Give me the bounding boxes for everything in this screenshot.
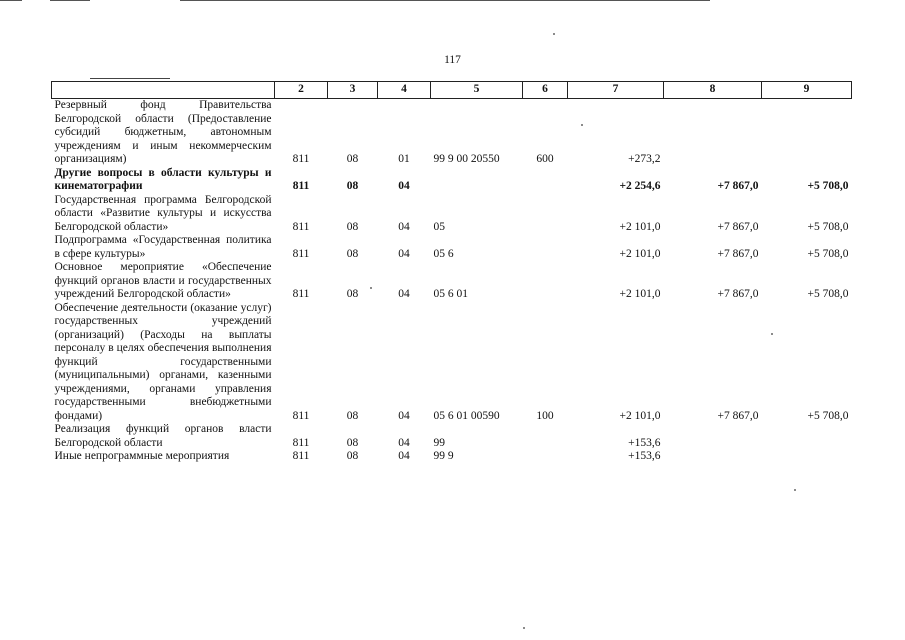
cell-col-8 [664, 450, 762, 464]
cell-col-6: 600 [536, 153, 554, 165]
cell-col-9 [762, 99, 852, 167]
cell-col-5: 99 9 [433, 450, 454, 462]
cell-col-7: +153,6 [628, 436, 661, 449]
cell-col-3: 08 [346, 247, 359, 260]
cell-col-8: +7 867,0 [717, 409, 759, 422]
cell-col-6 [523, 261, 568, 302]
cell-col-6: 100 [536, 409, 554, 422]
cell-col-8 [664, 423, 762, 450]
header-row [52, 82, 852, 99]
table-row [52, 450, 852, 464]
cell-col-9: +5 708,0 [807, 247, 849, 260]
cell-col-7: +2 101,0 [619, 288, 661, 300]
cell-col-3: 08 [346, 180, 359, 192]
cell-col-5: 05 6 01 [433, 288, 468, 300]
cell-col-9: +5 708,0 [807, 180, 849, 192]
cell-col-2: 811 [292, 247, 310, 260]
page-number: 117 [444, 54, 461, 66]
row-name: Иные непрограммные мероприятия [54, 450, 230, 462]
cell-col-4: 04 [398, 288, 410, 300]
table-row [52, 423, 852, 450]
table-row [52, 167, 852, 194]
cell-col-4: 04 [398, 180, 410, 192]
row-name: Реализация функций органов власти Белгородской области [54, 423, 272, 449]
cell-col-8: +7 867,0 [717, 220, 759, 233]
scan-speck [794, 489, 796, 491]
top-edge-line [50, 0, 90, 1]
cell-col-8: +7 867,0 [717, 247, 759, 260]
cell-col-3: 08 [346, 220, 359, 233]
scan-speck [553, 33, 555, 35]
cell-col-3: 08 [346, 450, 359, 462]
table-row [52, 261, 852, 302]
cell-col-8: +7 867,0 [717, 288, 759, 300]
cell-col-9: +5 708,0 [807, 220, 849, 233]
header-cell: 7 [568, 82, 664, 99]
cell-col-5 [431, 167, 523, 194]
cell-col-6 [523, 450, 568, 464]
table-body [52, 99, 852, 464]
header-cell: 9 [762, 82, 852, 99]
table-row [52, 302, 852, 424]
cell-col-3: 08 [346, 288, 359, 300]
scan-speck [523, 627, 525, 629]
cell-col-2: 811 [292, 288, 310, 300]
cell-col-9: +5 708,0 [807, 288, 849, 300]
cell-col-6 [523, 194, 568, 235]
cell-col-5: 99 9 00 20550 [433, 153, 500, 165]
cell-col-4: 04 [398, 220, 410, 233]
row-name: Обеспечение деятельности (оказание услуг) государственных учреждений (организаций) (Расходы на выплаты персоналу в целях обеспечения выполнения функций государственными (муниципальными) органами, казенными учреждениями, органами управления государственными внебюджетными фондами) [54, 301, 272, 422]
header-cell: 5 [431, 82, 523, 99]
header-cell [52, 82, 275, 99]
row-name: Подпрограмма «Государственная политика в сфере культуры» [54, 234, 272, 260]
cell-col-2: 811 [292, 450, 310, 462]
cell-col-2: 811 [292, 409, 310, 422]
table-row [52, 234, 852, 261]
cell-col-4: 04 [398, 436, 410, 449]
cell-col-5: 05 6 01 00590 [433, 409, 500, 422]
cell-col-5: 05 [433, 220, 445, 233]
cell-col-7: +2 101,0 [619, 220, 661, 233]
cell-col-7: +2 101,0 [619, 247, 661, 260]
cell-col-9: +5 708,0 [807, 409, 849, 422]
cell-col-4: 01 [398, 153, 410, 165]
cell-col-9 [762, 450, 852, 464]
header-cell: 3 [328, 82, 378, 99]
top-edge-line [0, 0, 22, 1]
scan-speck [771, 333, 773, 335]
cell-col-7: +153,6 [628, 450, 661, 462]
header-cell: 4 [378, 82, 431, 99]
cell-col-6 [523, 423, 568, 450]
cell-col-6 [523, 167, 568, 194]
cell-col-3: 08 [346, 409, 359, 422]
cell-col-3: 08 [346, 153, 359, 165]
scan-speck [581, 124, 583, 126]
cell-col-4: 04 [398, 409, 410, 422]
cell-col-7: +273,2 [628, 153, 661, 165]
header-cell: 2 [275, 82, 328, 99]
cell-col-6 [523, 234, 568, 261]
scan-speck [370, 287, 372, 289]
top-edge-line [180, 0, 710, 1]
cell-col-2: 811 [292, 153, 310, 165]
budget-table [51, 81, 852, 464]
cell-col-2: 811 [292, 220, 310, 233]
row-name: Резервный фонд Правительства Белгородской области (Предоставление субсидий бюджетным, автономным учреждениям и иным некоммерческим организациям) [54, 99, 272, 165]
cell-col-8 [664, 99, 762, 167]
header-cell: 6 [523, 82, 568, 99]
table-row [52, 99, 852, 167]
row-name: Основное мероприятие «Обеспечение функций органов власти и государственных учреждений Белгородской области» [54, 261, 272, 300]
cell-col-5: 05 6 [433, 247, 454, 260]
cell-col-7: +2 101,0 [619, 409, 661, 422]
cell-col-2: 811 [292, 180, 310, 192]
cell-col-7: +2 254,6 [619, 180, 661, 192]
header-underline [90, 78, 170, 79]
cell-col-3: 08 [346, 436, 359, 449]
cell-col-8: +7 867,0 [717, 180, 759, 192]
cell-col-5: 99 [433, 436, 445, 449]
row-name: Другие вопросы в области культуры и кинематографии [54, 166, 272, 192]
cell-col-2: 811 [292, 436, 310, 449]
row-name: Государственная программа Белгородской области «Развитие культуры и искусства Белгородской области» [54, 193, 272, 233]
cell-col-4: 04 [398, 247, 410, 260]
cell-col-4: 04 [398, 450, 410, 462]
header-cell: 8 [664, 82, 762, 99]
cell-col-9 [762, 423, 852, 450]
table-row [52, 194, 852, 235]
